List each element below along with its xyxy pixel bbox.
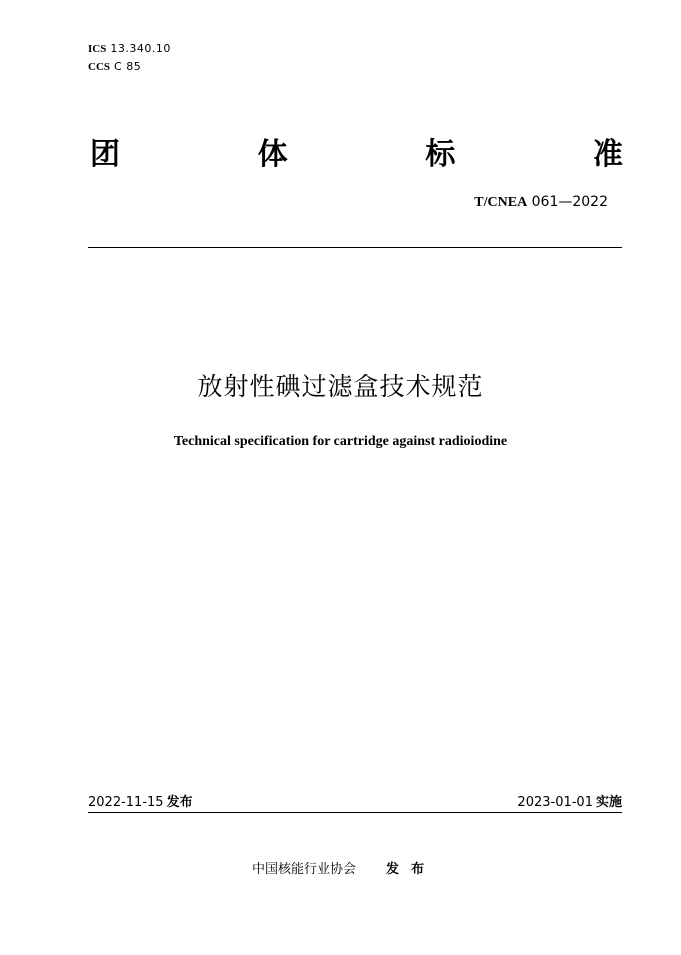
ics-code (88, 40, 171, 58)
title-english: Technical specification for cartridge against radioiodine (173, 434, 508, 449)
top-divider (88, 247, 622, 248)
publish-date (88, 794, 193, 811)
standard-type-char: 体 (257, 137, 288, 172)
publisher-line (252, 861, 436, 879)
publish-date-word: 发布 (166, 795, 193, 810)
bottom-divider (88, 812, 622, 813)
ccs-value: C 85 (114, 60, 142, 73)
standard-type-char: 团 (90, 137, 120, 172)
standard-number-prefix: T/CNEA (474, 195, 528, 210)
standard-type-char: 标 (425, 137, 456, 172)
title-chinese: 放射性碘过滤盒技术规范 (197, 372, 484, 401)
ics-label: ICS (88, 43, 107, 55)
standard-type-char: 准 (592, 137, 623, 172)
implement-date-word: 实施 (595, 795, 622, 810)
standard-number (474, 193, 608, 212)
implement-date (517, 794, 622, 811)
publisher-org: 中国核能行业协会 (252, 862, 357, 877)
classification-codes (88, 40, 171, 76)
publisher-issue: 发布 (386, 862, 437, 877)
ics-value: 13.340.10 (110, 42, 171, 55)
publish-date-value: 2022-11-15 (88, 795, 164, 810)
standard-type-heading (90, 137, 623, 173)
standard-number-value: 061—2022 (531, 194, 608, 210)
implement-date-value: 2023-01-01 (517, 795, 593, 810)
ccs-code (88, 58, 171, 76)
ccs-label: CCS (88, 61, 111, 73)
